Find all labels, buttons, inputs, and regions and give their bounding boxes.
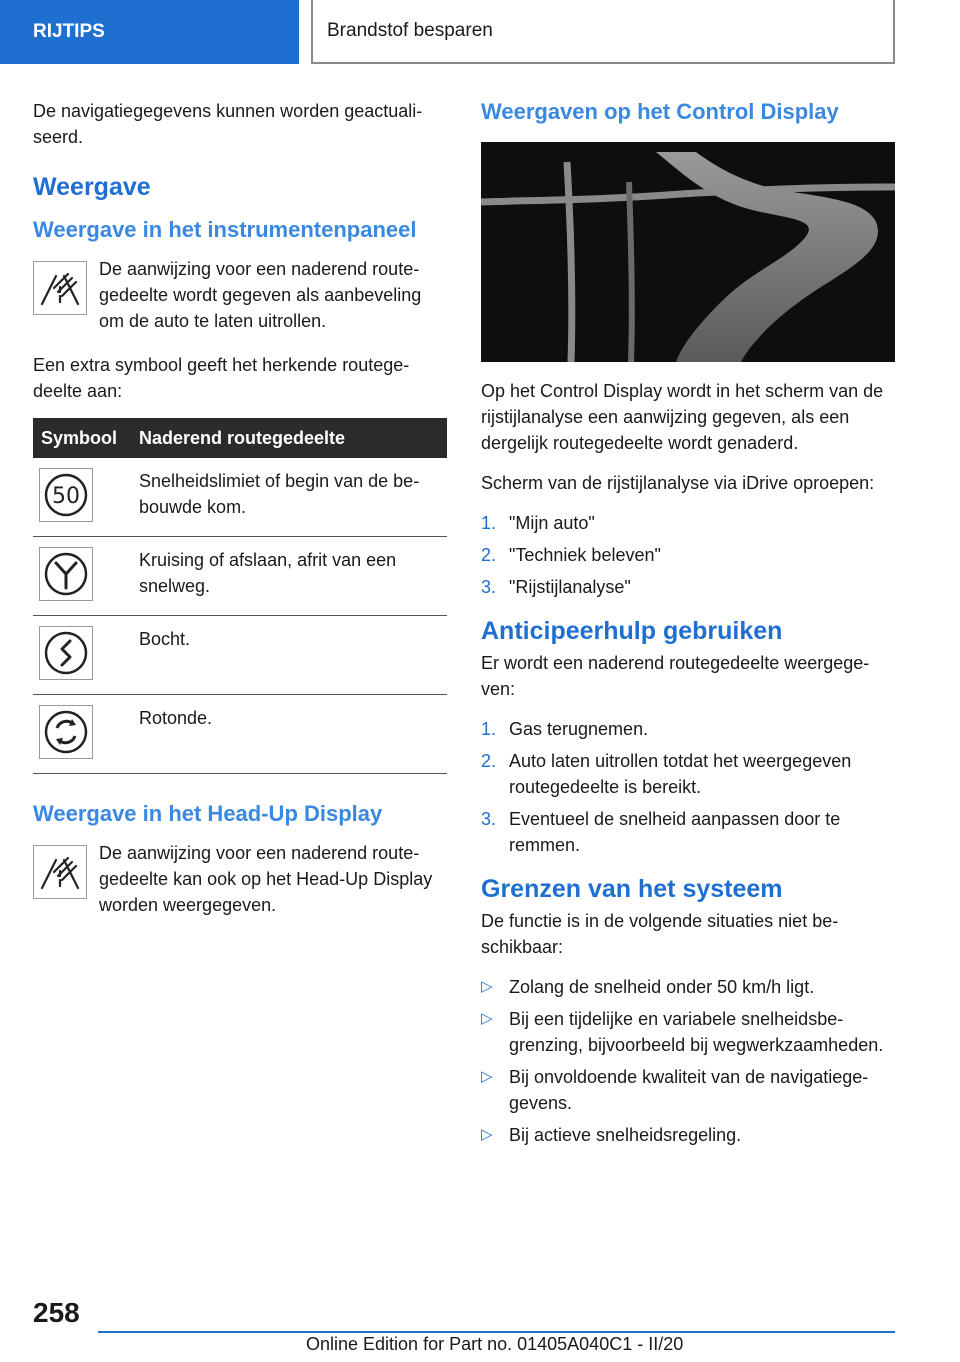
speed-limit-50-icon [39,468,93,522]
junction-exit-icon [39,547,93,601]
control-display-paragraph: Op het Control Display wordt in het scherm van de rijstijlanalyse een aanwijzing gegeven, als een dergelijk routegedeelte wordt genaderd. [481,381,884,453]
idrive-paragraph: Scherm van de rijstijlanalyse via iDrive oproepen: [481,473,875,493]
svg-text:50: 50 [52,484,80,509]
column-header-symbool: Symbool [33,418,131,458]
table-row [33,537,447,616]
hud-note-text: De aanwijzing voor een naderend routegedeelte kan ook op het Head-Up Display worden weergegeven. [99,843,433,915]
left-column [33,98,447,936]
symbol-table [33,418,447,774]
triangle-bullet-icon: ▷ [481,1068,493,1085]
list-item: 2. Auto laten uitrollen totdat het weergegeven routegedeelte is bereikt. [481,751,852,797]
table-cell-description: Rotonde. [131,695,447,774]
intro-paragraph: De navigatiegegevens kunnen worden geactualiseerd. [33,101,423,147]
table-cell-description: Snelheidslimiet of begin van de bebouwde kom. [131,458,447,537]
chapter-tab[interactable] [311,0,895,64]
list-item: 1. Gas terugnemen. [481,719,649,739]
grenzen-paragraph: De functie is in de volgende situaties niet beschikbaar: [481,911,839,957]
table-cell-description: Kruising of afslaan, afrit van een snelweg. [131,537,447,616]
column-header-routegedeelte: Naderend routegedeelte [131,418,447,458]
coasting-road-icon [33,261,87,315]
anticipeerhulp-paragraph: Er wordt een naderend routegedeelte weergegeven: [481,653,870,699]
extra-symbol-paragraph: Een extra symbool geeft het herkende routegedeelte aan: [33,355,410,401]
anticipeerhulp-steps-list [481,716,895,858]
list-item: ▷ Bij een tijdelijke en variabele snelheidsbegrenzing, bijvoorbeeld bij wegwerkzaamheden. [481,1006,895,1058]
instrument-note [33,256,447,334]
roundabout-icon [39,705,93,759]
list-item: 3. "Rijstijlanalyse" [481,577,631,597]
curve-icon [39,626,93,680]
table-header-row [33,418,447,458]
table-row [33,695,447,774]
list-item: ▷ Bij onvoldoende kwaliteit van de navigatiegegevens. [481,1064,895,1116]
heading-weergave: Weergave [33,173,151,201]
heading-grenzen: Grenzen van het systeem [481,875,783,903]
table-cell-description: Bocht. [131,616,447,695]
heading-control-display: Weergaven op het Control Display [481,99,839,124]
heading-instrumentenpaneel: Weergave in het instrumentenpaneel [33,217,417,242]
list-item: ▷ Zolang de snelheid onder 50 km/h ligt. [481,974,895,1000]
limitations-list [481,974,895,1148]
page-number: 258 [33,1297,80,1328]
triangle-bullet-icon: ▷ [481,1126,493,1143]
coasting-road-icon [33,845,87,899]
hud-note [33,840,447,918]
list-item: 2. "Techniek beleven" [481,545,661,565]
section-tab[interactable] [0,0,299,64]
right-column [481,98,895,1160]
idrive-steps-list [481,510,895,600]
heading-head-up-display: Weergave in het Head-Up Display [33,801,383,826]
footer-edition: Online Edition for Part no. 01405A040C1 - II/20 [306,1334,684,1354]
triangle-bullet-icon: ▷ [481,1010,493,1027]
chapter-title: Brandstof besparen [327,20,493,41]
control-display-road-image [481,142,895,362]
list-item: 3. Eventueel de snelheid aanpassen door te remmen. [481,809,841,855]
list-item: ▷ Bij actieve snelheidsregeling. [481,1122,895,1148]
instrument-note-text: De aanwijzing voor een naderend routegedeelte wordt gegeven als aanbeveling om de auto te laten uitrollen. [99,259,422,331]
footer-divider [98,1331,895,1333]
section-title: RIJTIPS [33,21,105,42]
table-row [33,458,447,537]
table-row [33,616,447,695]
heading-anticipeerhulp: Anticipeerhulp gebruiken [481,617,783,645]
triangle-bullet-icon: ▷ [481,978,493,995]
list-item: 1. "Mijn auto" [481,513,595,533]
